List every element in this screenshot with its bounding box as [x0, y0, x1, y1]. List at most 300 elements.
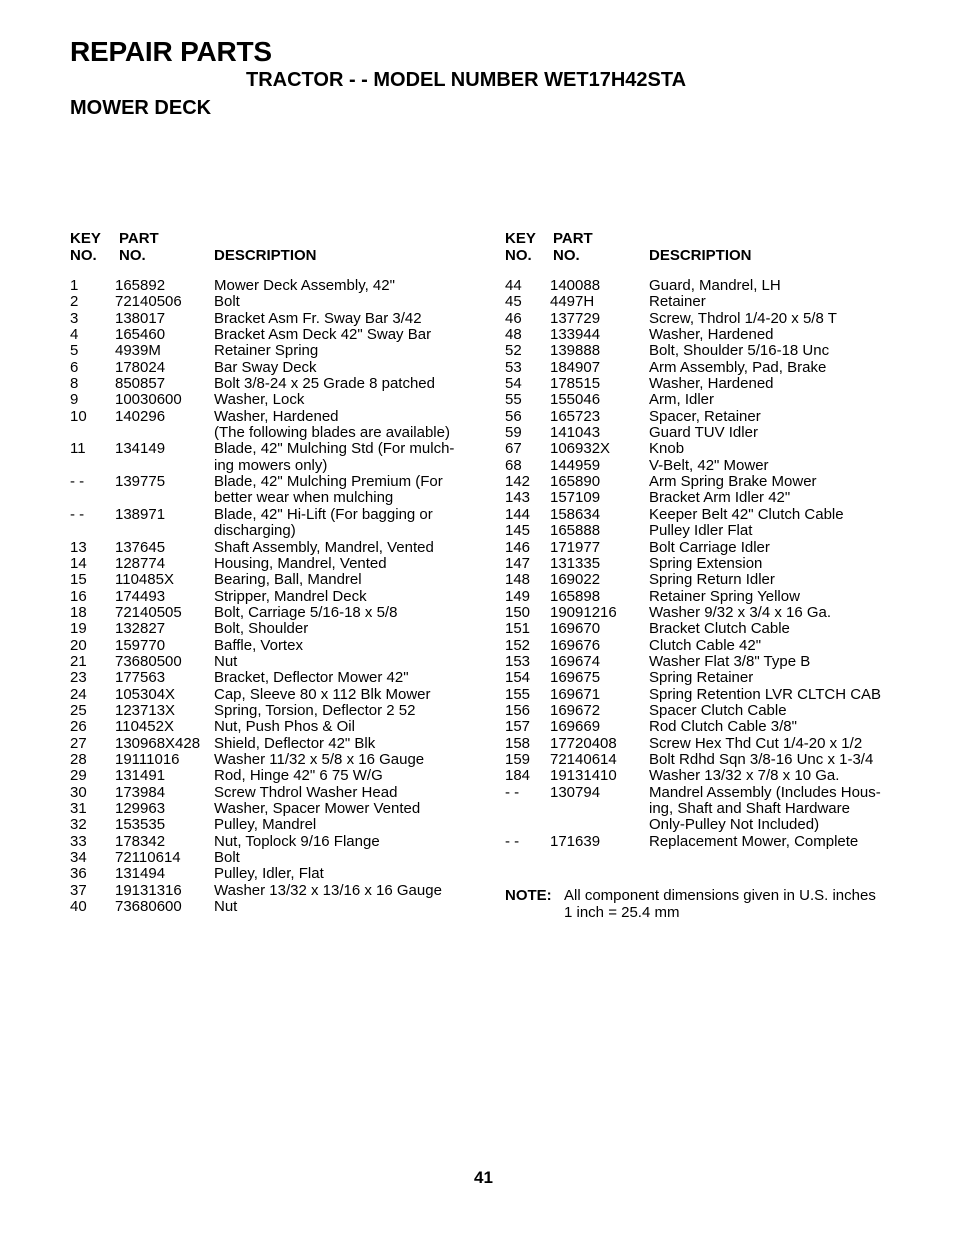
part-no: 139775 [115, 473, 166, 491]
description: Bolt, Carriage 5/16-18 x 5/8 [214, 603, 398, 621]
description: Bolt Rdhd Sqn 3/8-16 Unc x 1-3/4 [649, 750, 874, 768]
description: Spring Extension [649, 554, 763, 572]
table-row [505, 834, 925, 850]
part-no: 171639 [550, 832, 601, 850]
table-row [70, 425, 480, 441]
table-row [505, 392, 925, 408]
part-no: 165898 [550, 587, 601, 605]
table-row [70, 621, 480, 637]
description: Washer 11/32 x 5/8 x 16 Gauge [214, 750, 425, 768]
page-number: 41 [474, 1168, 493, 1187]
description: Mower Deck Assembly, 42" [214, 277, 395, 294]
part-no: 177563 [115, 669, 166, 687]
key-no: 5 [70, 342, 79, 360]
part-no: 132827 [115, 620, 166, 638]
table-header [505, 230, 925, 264]
table-row [70, 441, 480, 457]
key-no: 23 [70, 669, 87, 687]
part-no: 72140505 [115, 603, 182, 621]
description: Bolt Carriage Idler [649, 538, 770, 556]
key-no: 14 [70, 554, 87, 572]
part-no: 105304X [115, 685, 176, 703]
table-row [505, 458, 925, 474]
key-no: 15 [70, 571, 87, 589]
description: Arm Assembly, Pad, Brake [649, 358, 827, 376]
description: ing mowers only) [214, 456, 328, 474]
key-no: 2 [70, 293, 79, 311]
part-no: 72140614 [550, 750, 617, 768]
table-row [70, 507, 480, 523]
part-no: 19131410 [550, 767, 617, 785]
part-no: 139888 [550, 342, 601, 360]
part-no: 850857 [115, 375, 166, 393]
part-no: 110485X [115, 571, 174, 589]
table-row [70, 687, 480, 703]
key-no: 19 [70, 620, 87, 638]
part-no: 19131316 [115, 881, 182, 899]
description: Bracket Arm Idler 42" [649, 489, 791, 507]
description: Guard TUV Idler [649, 424, 758, 442]
description: Washer, Hardened [214, 407, 339, 425]
part-no: 131335 [550, 554, 601, 572]
description: Only-Pulley Not Included) [649, 816, 820, 834]
table-row [70, 490, 480, 506]
description-header: DESCRIPTION [649, 247, 752, 264]
description: Bearing, Ball, Mandrel [214, 571, 362, 589]
description: Knob [649, 440, 685, 458]
part-no: 110452X [115, 718, 174, 736]
key-header-no: NO. [505, 247, 532, 264]
key-no: 40 [70, 898, 87, 916]
key-no: 159 [505, 750, 531, 768]
part-no: 165890 [550, 473, 601, 491]
key-no: 156 [505, 701, 531, 719]
key-no: 152 [505, 636, 531, 654]
table-row [505, 311, 925, 327]
table-row [505, 638, 925, 654]
parts-list [505, 278, 925, 850]
description: Nut, Toplock 9/16 Flange [214, 832, 380, 850]
key-no: 48 [505, 326, 522, 344]
description: Washer, Lock [214, 391, 305, 409]
part-no: 153535 [115, 816, 166, 834]
key-no: 21 [70, 652, 87, 670]
description: Stripper, Mandrel Deck [214, 587, 367, 605]
table-row [70, 540, 480, 556]
table-row [70, 703, 480, 719]
key-no: 26 [70, 718, 87, 736]
description: Washer 13/32 x 13/16 x 16 Gauge [214, 881, 442, 899]
description: Rod Clutch Cable 3/8" [649, 718, 797, 736]
table-row [505, 294, 925, 310]
table-row [505, 785, 925, 801]
description: Arm Spring Brake Mower [649, 473, 817, 491]
table-row [70, 670, 480, 686]
part-no: 134149 [115, 440, 166, 458]
key-header-no: NO. [70, 247, 97, 264]
table-row [505, 605, 925, 621]
description: Shaft Assembly, Mandrel, Vented [214, 538, 434, 556]
table-row [70, 654, 480, 670]
part-no: 129963 [115, 800, 166, 817]
part-no: 159770 [115, 636, 166, 654]
table-row [70, 376, 480, 392]
description: (The following blades are available) [214, 424, 450, 442]
description: Spring Return Idler [649, 571, 775, 589]
key-no: 68 [505, 456, 522, 474]
key-no: 53 [505, 358, 522, 376]
part-no: 138971 [115, 505, 166, 523]
description: Spacer Clutch Cable [649, 701, 787, 719]
table-row [70, 899, 480, 915]
part-header-no: NO. [119, 247, 146, 264]
part-header-no: NO. [553, 247, 580, 264]
key-no: 142 [505, 473, 531, 491]
part-no: 171977 [550, 538, 601, 556]
table-row [505, 654, 925, 670]
table-row [70, 409, 480, 425]
table-row [70, 883, 480, 899]
key-no: 59 [505, 424, 522, 442]
description: Bracket, Deflector Mower 42" [214, 669, 409, 687]
description: Nut [214, 652, 238, 670]
part-no: 4497H [550, 293, 595, 311]
key-no: 10 [70, 407, 87, 425]
description: Bolt [214, 293, 240, 311]
description: Bracket Clutch Cable [649, 620, 790, 638]
table-row [70, 801, 480, 817]
part-no: 140088 [550, 277, 601, 294]
key-no: 20 [70, 636, 87, 654]
key-no: 4 [70, 326, 79, 344]
part-no: 72110614 [115, 849, 181, 867]
table-row [70, 752, 480, 768]
part-no: 169022 [550, 571, 601, 589]
description: discharging) [214, 522, 296, 540]
description: Screw Hex Thd Cut 1/4-20 x 1/2 [649, 734, 863, 752]
description: Washer Flat 3/8" Type B [649, 652, 811, 670]
table-row [505, 540, 925, 556]
table-row [505, 360, 925, 376]
key-no: - - [70, 473, 85, 491]
description: Bar Sway Deck [214, 358, 317, 376]
key-no: 151 [505, 620, 531, 638]
key-no: 11 [70, 440, 86, 458]
key-no: 30 [70, 783, 87, 801]
description: V-Belt, 42" Mower [649, 456, 769, 474]
part-no: 106932X [550, 440, 611, 458]
description-header: DESCRIPTION [214, 247, 317, 264]
description: Guard, Mandrel, LH [649, 277, 781, 294]
table-row [505, 801, 925, 817]
table-row [505, 507, 925, 523]
key-no: 146 [505, 538, 531, 556]
description: Retainer Spring [214, 342, 319, 360]
table-row [70, 834, 480, 850]
part-no: 140296 [115, 407, 166, 425]
part-no: 158634 [550, 505, 601, 523]
key-no: 32 [70, 816, 87, 834]
part-header: PART [553, 230, 593, 247]
description: Washer 13/32 x 7/8 x 10 Ga. [649, 767, 840, 785]
part-no: 169671 [550, 685, 601, 703]
parts-table-right [505, 230, 925, 850]
part-no: 19091216 [550, 603, 617, 621]
description: Clutch Cable 42" [649, 636, 762, 654]
description: Spacer, Retainer [649, 407, 761, 425]
description: Baffle, Vortex [214, 636, 303, 654]
table-row [70, 392, 480, 408]
key-no: 8 [70, 375, 79, 393]
parts-list [70, 278, 480, 915]
table-row [505, 670, 925, 686]
key-no: 6 [70, 358, 79, 376]
table-row [70, 768, 480, 784]
part-no: 178342 [115, 832, 166, 850]
table-row [70, 556, 480, 572]
description: Pulley, Idler, Flat [214, 865, 324, 883]
key-no: 37 [70, 881, 87, 899]
description: Blade, 42" Mulching Premium (For [214, 473, 443, 491]
description: Nut [214, 898, 238, 916]
part-no: 178024 [115, 358, 166, 376]
part-no: 137729 [550, 309, 601, 327]
key-no: 13 [70, 538, 87, 556]
part-no: 165460 [115, 326, 166, 344]
table-row [505, 752, 925, 768]
part-no: 130794 [550, 783, 601, 801]
table-row [505, 589, 925, 605]
table-row [505, 376, 925, 392]
key-no: 25 [70, 701, 87, 719]
key-no: - - [505, 783, 520, 801]
key-no: 29 [70, 767, 87, 785]
description: ing, Shaft and Shaft Hardware [649, 800, 850, 817]
part-no: 131494 [115, 865, 166, 883]
description: Mandrel Assembly (Includes Hous- [649, 783, 881, 801]
description: better wear when mulching [214, 489, 394, 507]
table-row [70, 327, 480, 343]
description: Washer, Hardened [649, 375, 774, 393]
table-row [505, 278, 925, 294]
key-no: 145 [505, 522, 531, 540]
description: Bracket Asm Deck 42" Sway Bar [214, 326, 432, 344]
description: Spring Retention LVR CLTCH CAB [649, 685, 882, 703]
part-no: 4939M [115, 342, 161, 360]
key-no: 24 [70, 685, 87, 703]
description: Bolt [214, 849, 240, 867]
part-no: 133944 [550, 326, 601, 344]
key-no: 27 [70, 734, 87, 752]
description: Pulley, Mandrel [214, 816, 317, 834]
table-row [505, 441, 925, 457]
table-row [505, 719, 925, 735]
description: Blade, 42" Hi-Lift (For bagging or [214, 505, 433, 523]
table-row [505, 474, 925, 490]
key-no: 18 [70, 603, 87, 621]
key-no: 149 [505, 587, 531, 605]
key-header: KEY [70, 230, 101, 247]
part-no: 138017 [115, 309, 166, 327]
part-no: 128774 [115, 554, 166, 572]
page-title: REPAIR PARTS [70, 36, 272, 67]
parts-table-left [70, 230, 480, 915]
table-row [70, 343, 480, 359]
part-no: 155046 [550, 391, 601, 409]
part-no: 174493 [115, 587, 166, 605]
table-row [70, 638, 480, 654]
description: Screw Thdrol Washer Head [214, 783, 398, 801]
part-no: 165723 [550, 407, 601, 425]
key-no: 9 [70, 391, 79, 409]
key-no: 147 [505, 554, 531, 572]
description: Washer 9/32 x 3/4 x 16 Ga. [649, 603, 832, 621]
key-no: 33 [70, 832, 87, 850]
table-row [70, 866, 480, 882]
part-no: 169670 [550, 620, 601, 638]
table-row [70, 474, 480, 490]
table-row [70, 572, 480, 588]
description: Blade, 42" Mulching Std (For mulch- [214, 440, 455, 458]
key-no: 150 [505, 603, 531, 621]
table-row [505, 736, 925, 752]
description: Retainer [649, 293, 706, 311]
description: Replacement Mower, Complete [649, 832, 859, 850]
description: Washer, Hardened [649, 326, 774, 344]
part-no: 184907 [550, 358, 601, 376]
table-row [70, 360, 480, 376]
model-subtitle: TRACTOR - - MODEL NUMBER WET17H42STA [246, 69, 687, 91]
key-no: 28 [70, 750, 87, 768]
table-row [70, 817, 480, 833]
table-row [505, 556, 925, 572]
table-row [70, 736, 480, 752]
key-no: 34 [70, 849, 87, 867]
table-row [505, 523, 925, 539]
table-row [70, 589, 480, 605]
key-no: 54 [505, 375, 522, 393]
key-no: 45 [505, 293, 522, 311]
table-row [70, 278, 480, 294]
key-no: 16 [70, 587, 87, 605]
table-row [70, 311, 480, 327]
part-no: 173984 [115, 783, 166, 801]
description: Bracket Asm Fr. Sway Bar 3/42 [214, 309, 422, 327]
table-row [505, 425, 925, 441]
part-no: 19111016 [115, 750, 180, 768]
table-row [505, 490, 925, 506]
part-no: 131491 [115, 767, 166, 785]
table-row [505, 327, 925, 343]
part-no: 157109 [550, 489, 601, 507]
part-no: 165892 [115, 277, 166, 294]
part-no: 137645 [115, 538, 166, 556]
part-no: 169669 [550, 718, 601, 736]
key-no: 158 [505, 734, 531, 752]
key-no: 143 [505, 489, 531, 507]
key-no: 155 [505, 685, 531, 703]
key-no: 31 [70, 800, 87, 817]
key-no: 44 [505, 277, 522, 294]
key-no: - - [70, 505, 85, 523]
table-row [505, 621, 925, 637]
key-no: - - [505, 832, 520, 850]
table-row [70, 719, 480, 735]
key-no: 36 [70, 865, 87, 883]
part-no: 123713X [115, 701, 176, 719]
part-no: 169676 [550, 636, 601, 654]
description: Arm, Idler [649, 391, 715, 409]
key-no: 157 [505, 718, 531, 736]
key-no: 144 [505, 505, 531, 523]
part-no: 169675 [550, 669, 601, 687]
description: Shield, Deflector 42" Blk [214, 734, 376, 752]
part-no: 169672 [550, 701, 601, 719]
part-no: 169674 [550, 652, 601, 670]
description: Nut, Push Phos & Oil [214, 718, 355, 736]
key-no: 46 [505, 309, 522, 327]
part-no: 144959 [550, 456, 601, 474]
description: Rod, Hinge 42" 6 75 W/G [214, 767, 383, 785]
table-row [505, 817, 925, 833]
description: Housing, Mandrel, Vented [214, 554, 387, 572]
section-title: MOWER DECK [70, 97, 212, 119]
part-no: 165888 [550, 522, 601, 540]
description: Spring, Torsion, Deflector 2 52 [214, 701, 416, 719]
table-row [505, 768, 925, 784]
table-row [505, 703, 925, 719]
description: Washer, Spacer Mower Vented [214, 800, 421, 817]
part-no: 73680600 [115, 898, 182, 916]
part-no: 130968X428 [115, 734, 201, 752]
description: Bolt 3/8-24 x 25 Grade 8 patched [214, 375, 435, 393]
description: Screw, Thdrol 1/4-20 x 5/8 T [649, 309, 837, 327]
key-header: KEY [505, 230, 536, 247]
table-row [70, 605, 480, 621]
note-line-2: 1 inch = 25.4 mm [564, 903, 680, 921]
description: Spring Retainer [649, 669, 754, 687]
table-row [70, 294, 480, 310]
table-header [70, 230, 480, 264]
table-row [505, 687, 925, 703]
description: Retainer Spring Yellow [649, 587, 800, 605]
table-row [505, 572, 925, 588]
key-no: 148 [505, 571, 531, 589]
table-row [505, 409, 925, 425]
description: Keeper Belt 42" Clutch Cable [649, 505, 844, 523]
key-no: 3 [70, 309, 79, 327]
part-no: 178515 [550, 375, 601, 393]
table-row [70, 850, 480, 866]
description: Bolt, Shoulder 5/16-18 Unc [649, 342, 830, 360]
description: Cap, Sleeve 80 x 112 Blk Mower [214, 685, 431, 703]
part-no: 72140506 [115, 293, 182, 311]
key-no: 56 [505, 407, 522, 425]
table-row [70, 458, 480, 474]
description: Pulley Idler Flat [649, 522, 753, 540]
key-no: 153 [505, 652, 531, 670]
part-no: 10030600 [115, 391, 182, 409]
table-row [505, 343, 925, 359]
note-label: NOTE: [505, 887, 552, 904]
part-no: 141043 [550, 424, 601, 442]
description: Bolt, Shoulder [214, 620, 309, 638]
part-no: 73680500 [115, 652, 182, 670]
key-no: 184 [505, 767, 531, 785]
part-no: 17720408 [550, 734, 617, 752]
key-no: 1 [70, 277, 79, 294]
key-no: 55 [505, 391, 522, 409]
